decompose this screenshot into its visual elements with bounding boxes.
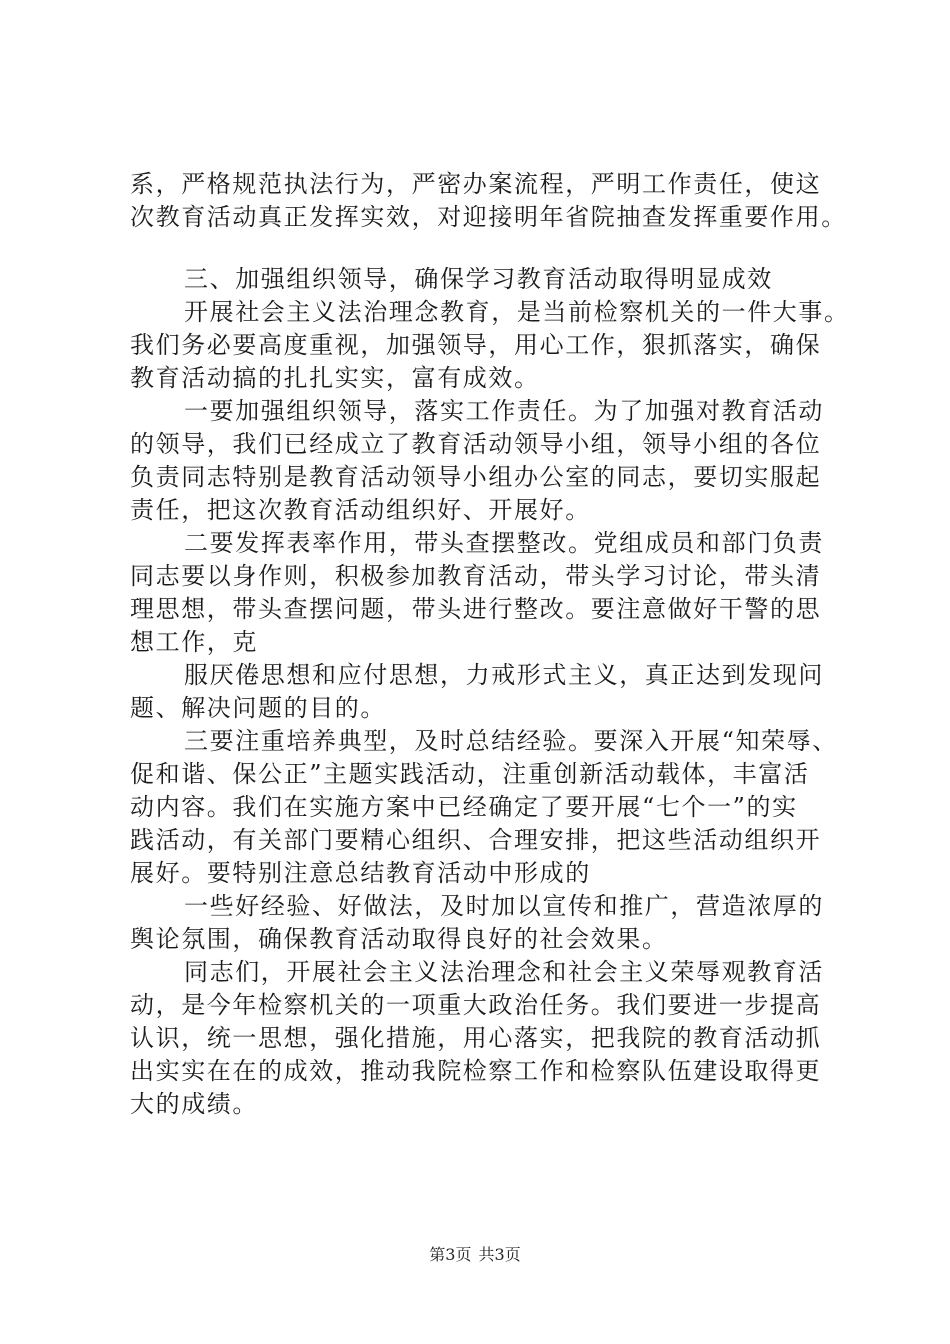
- text-line: 系，严格规范执法行为，严密办案流程，严明工作责任，使这: [130, 170, 822, 198]
- text-line: 展好。要特别注意总结教育活动中形成的: [130, 859, 591, 887]
- text-line: 的领导，我们已经成立了教育活动领导小组，领导小组的各位: [130, 430, 822, 458]
- text-line: 一要加强组织领导，落实工作责任。为了加强对教育活动: [184, 397, 824, 425]
- text-line: 出实实在在的成效，推动我院检察工作和检察队伍建设取得更: [130, 1057, 822, 1085]
- page-number: 第3页: [429, 1245, 472, 1264]
- text-line: 题、解决问题的目的。: [130, 694, 386, 722]
- text-line: 动内容。我们在实施方案中已经确定了要开展“七个一”的实: [130, 793, 798, 821]
- text-line: 想工作，克: [130, 628, 258, 656]
- text-line: 理思想，带头查摆问题，带头进行整改。要注意做好干警的思: [130, 595, 822, 623]
- text-line: 开展社会主义法治理念教育，是当前检察机关的一件大事。: [184, 298, 850, 326]
- page-footer: [0, 1245, 950, 1265]
- document-body: [130, 168, 850, 1121]
- text-line: 同志要以身作则，积极参加教育活动，带头学习讨论，带头清: [130, 562, 822, 590]
- section-heading: 三、加强组织领导，确保学习教育活动取得明显成效: [184, 265, 773, 293]
- text-line: 认识，统一思想，强化措施，用心落实，把我院的教育活动抓: [130, 1024, 822, 1052]
- text-line: 我们务必要高度重视，加强领导，用心工作，狠抓落实，确保: [130, 331, 822, 359]
- text-line: 促和谐、保公正”主题实践活动，注重创新活动载体，丰富活: [130, 760, 810, 788]
- text-line: 舆论氛围，确保教育活动取得良好的社会效果。: [130, 925, 668, 953]
- text-line: 三要注重培养典型，及时总结经验。要深入开展“知荣辱、: [184, 727, 838, 755]
- text-line: 次教育活动真正发挥实效，对迎接明年省院抽查发挥重要作用。: [130, 203, 847, 231]
- text-line: 一些好经验、好做法，及时加以宣传和推广，营造浓厚的: [184, 892, 824, 920]
- page-total: 共3页: [478, 1245, 521, 1264]
- text-line: 服厌倦思想和应付思想，力戒形式主义，真正达到发现问: [184, 661, 824, 689]
- text-line: 践活动，有关部门要精心组织、合理安排，把这些活动组织开: [130, 826, 822, 854]
- text-line: 责任，把这次教育活动组织好、开展好。: [130, 496, 591, 524]
- text-line: 二要发挥表率作用，带头查摆整改。党组成员和部门负责: [184, 529, 824, 557]
- text-line: 教育活动搞的扎扎实实，富有成效。: [130, 364, 540, 392]
- text-line: 同志们，开展社会主义法治理念和社会主义荣辱观教育活: [184, 958, 824, 986]
- text-line: 大的成绩。: [130, 1090, 258, 1118]
- text-line: 动，是今年检察机关的一项重大政治任务。我们要进一步提高: [130, 991, 822, 1019]
- text-line: 负责同志特别是教育活动领导小组办公室的同志，要切实服起: [130, 463, 822, 491]
